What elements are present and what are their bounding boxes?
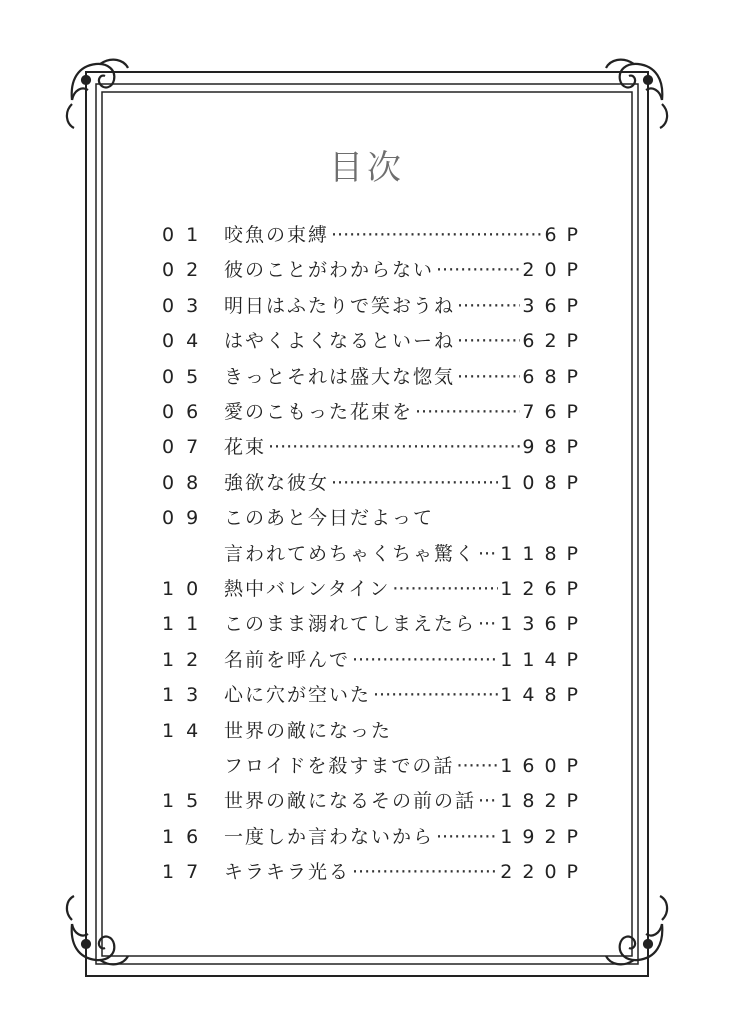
entry-title-continued: フロイドを殺すまでの話 [224,755,455,777]
entry-title: 名前を呼んで [224,648,351,671]
entry-page: 220P [500,861,588,884]
entry-title: 花束 [224,436,267,459]
toc-entry [0,220,734,250]
entry-title: キラキラ光る [224,861,351,884]
entry-number: 06 [162,401,211,423]
entry-title: 彼のことがわからない [224,259,435,282]
leader-dots [392,574,498,604]
entry-line [224,786,588,816]
entry-number: 03 [162,294,211,317]
toc-entry [0,362,734,392]
entry-number: 01 [162,224,211,246]
leader-dots [331,220,542,250]
toc-entry [0,468,734,498]
leader-dots [352,645,498,675]
entry-line [224,432,588,462]
entry-title: 世界の敵になった [224,719,393,742]
entry-number: 05 [162,365,211,388]
leader-dots [331,468,498,498]
toc-entry [0,503,734,533]
entry-line [224,822,588,852]
leader-dots [415,397,520,427]
entry-page: 114P [500,648,588,671]
leader-dots [478,539,498,569]
entry-page: 192P [500,825,588,848]
entry-page: 126P [500,578,588,600]
entry-number: 11 [162,613,211,636]
entry-line [224,751,588,781]
entry-line [224,716,578,746]
toc-entry [0,857,734,887]
entry-line [224,291,588,321]
toc-entry [0,291,734,321]
entry-title: 熱中バレンタイン [224,578,391,600]
entry-line [224,397,588,427]
entry-page: 98P [522,436,588,459]
leader-dots [478,786,498,816]
entry-number: 10 [162,578,211,600]
entry-line [224,680,588,710]
entry-page: 160P [500,755,588,777]
leader-dots [436,822,498,852]
entry-page: 118P [500,542,588,565]
toc-entry [0,716,734,746]
entry-line [224,609,588,639]
entry-line [224,539,588,569]
entry-page: 20P [522,259,588,282]
entry-line [224,857,588,887]
entry-title: きっとそれは盛大な惚気 [224,365,456,388]
leader-dots [373,680,498,710]
entry-number: 14 [162,719,211,742]
toc-entry [0,255,734,285]
leader-dots [457,291,520,321]
entry-page: 68P [522,365,588,388]
entry-page: 36P [522,294,588,317]
toc-entry [0,326,734,356]
entry-title: 心に穴が空いた [224,684,372,707]
entry-number: 02 [162,259,211,282]
toc-entry [0,397,734,427]
entry-number: 09 [162,507,211,530]
entry-number: 04 [162,330,211,353]
entry-title: 明日はふたりで笑おうね [224,294,456,317]
entry-number: 16 [162,825,211,848]
entry-page: 108P [500,471,588,494]
entry-title: 一度しか言わないから [224,825,435,848]
entry-title: 愛のこもった花束を [224,401,414,423]
toc-entry [0,574,734,604]
entry-number: 13 [162,684,211,707]
leader-dots [268,432,520,462]
leader-dots [456,751,498,781]
toc-entry [0,786,734,816]
entry-line [224,362,588,392]
entry-line [224,220,588,250]
entry-page: 136P [500,613,588,636]
entry-title: 世界の敵になるその前の話 [224,790,477,813]
entry-title-continued: 言われてめちゃくちゃ驚く [224,542,477,565]
entry-line [224,645,588,675]
entry-title: このあと今日だよって [224,507,435,530]
leader-dots [478,609,498,639]
entry-number: 12 [162,648,211,671]
leader-dots [352,857,498,887]
toc-entry-continued [0,539,734,569]
entry-title: このまま溺れてしまえたら [224,613,477,636]
toc-entry [0,609,734,639]
entry-page: 76P [522,401,588,423]
entry-line [224,326,588,356]
entry-number: 17 [162,861,211,884]
entry-page: 148P [500,684,588,707]
entry-title: はやくよくなるといーね [224,330,456,353]
toc-entry-continued [0,751,734,781]
entry-line [224,468,588,498]
entry-page: 182P [500,790,588,813]
leader-dots [457,362,520,392]
entry-page: 6P [544,224,588,246]
entry-title: 咬魚の束縛 [224,224,330,246]
toc-entry [0,822,734,852]
toc-entry [0,432,734,462]
entry-number: 08 [162,471,211,494]
entry-line [224,255,588,285]
entry-page: 62P [522,330,588,353]
entry-line [224,503,578,533]
toc-entry [0,645,734,675]
entry-number: 15 [162,790,211,813]
entry-number: 07 [162,436,211,459]
leader-dots [457,326,520,356]
leader-dots [436,255,520,285]
toc-entry [0,680,734,710]
page-title: 目次 [329,148,405,188]
entry-title: 強欲な彼女 [224,471,330,494]
entry-line [224,574,588,604]
